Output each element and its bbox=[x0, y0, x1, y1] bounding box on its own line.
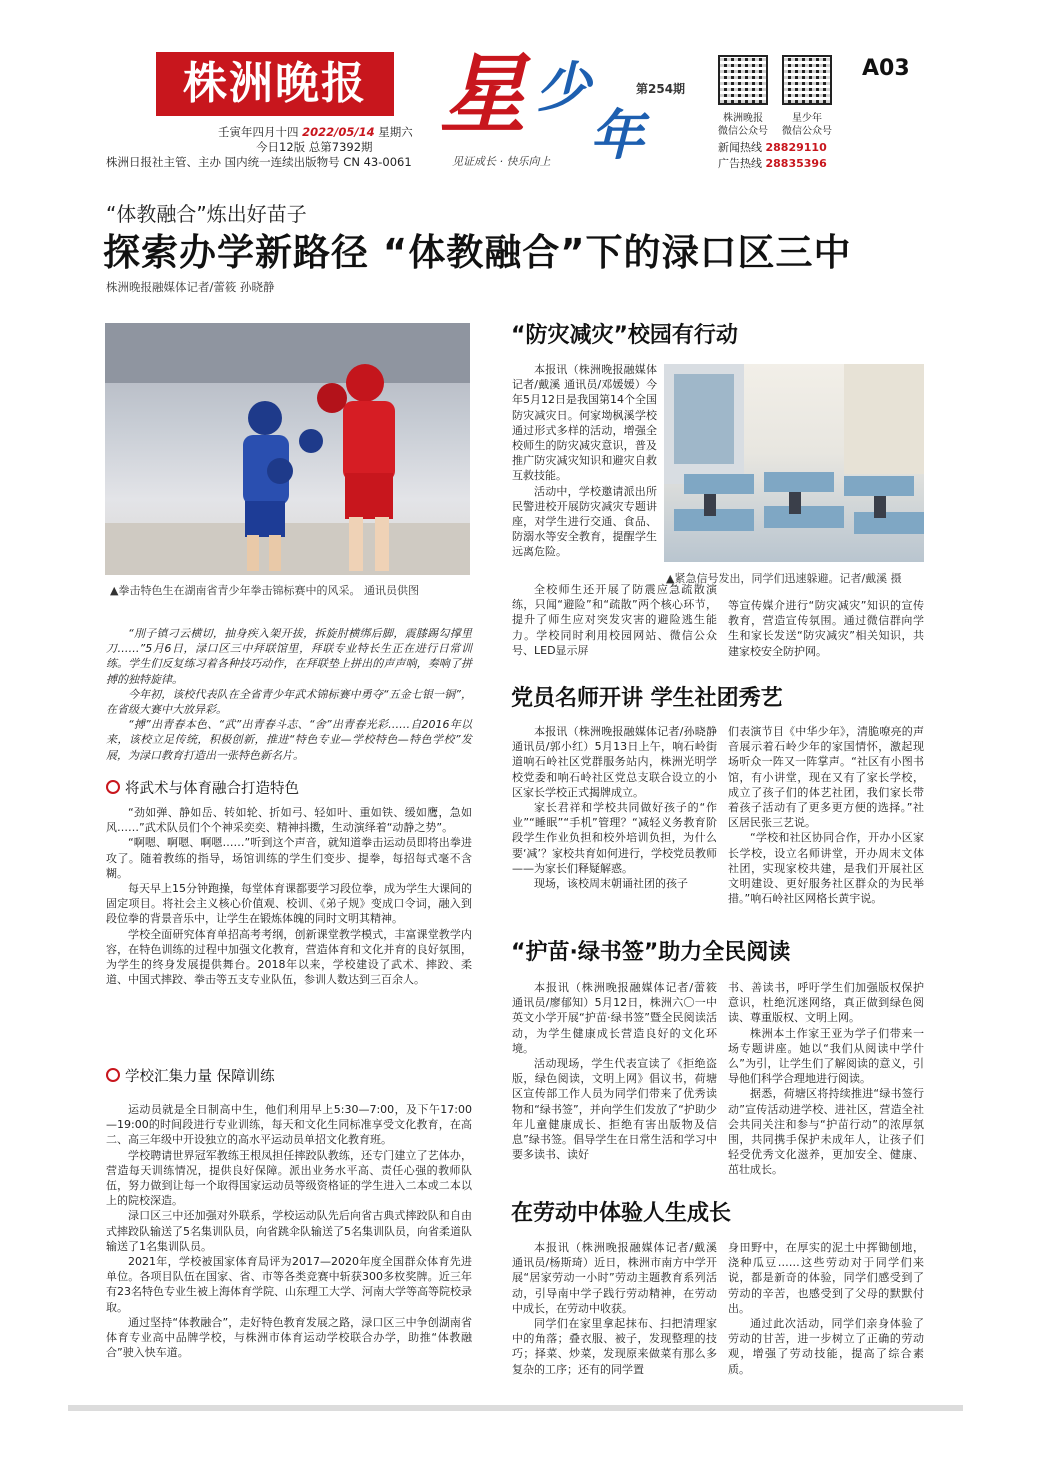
article-party-left-body bbox=[512, 724, 717, 891]
subheading-bullet-icon bbox=[106, 1068, 120, 1082]
article-party-right-body bbox=[728, 724, 924, 906]
body-paragraph: 通过此次活动，同学们亲身体验了劳动的甘苦，进一步树立了正确的劳动观，增强了劳动技能，提高了综合素质。 bbox=[728, 1317, 924, 1376]
body-paragraph: 本报讯（株洲晚报融媒体记者/蕾筱 通讯员/廖郁知）5月12日，株洲六〇一中英文小学开展“护苗·绿书签”暨全民阅读活动，为学生健康成长营造良好的文化环境。 bbox=[512, 981, 717, 1055]
body-paragraph: 同学们在家里拿起抹布、扫把清理家中的角落；叠衣服、被子，发现整理的技巧；择菜、炒菜，发现原来做菜有那么多复杂的工序；还有的同学置 bbox=[512, 1317, 717, 1376]
article-disaster-bottom-right bbox=[728, 598, 924, 659]
lunar-date: 壬寅年四月十四 bbox=[218, 125, 299, 139]
brand-slogan: 见证成长 · 快乐向上 bbox=[452, 155, 551, 168]
classroom-photo-caption: ▲紧急信号发出，同学们迅速躲避。记者/戴溪 摄 bbox=[666, 572, 902, 585]
body-paragraph: 等宣传媒介进行“防灾减灾”知识的宣传教育，营造宣传氛围。通过微信群向学生和家长发送“防灾减灾”相关知识，共建家校安全防护网。 bbox=[728, 599, 924, 658]
ad-hotline-number: 28835396 bbox=[765, 157, 827, 170]
ad-hotline bbox=[718, 156, 827, 172]
article-reading-left-body bbox=[512, 980, 717, 1162]
body-paragraph: 书、善读书，呼吁学生们加强版权保护意识，杜绝沉迷网络，真正做到绿色阅读、尊重版权、文明上网。 bbox=[728, 981, 924, 1025]
boxing-photo bbox=[105, 323, 470, 575]
qr-code-star-youth[interactable] bbox=[782, 55, 832, 105]
body-paragraph: 通过坚持“体教融合”，走好特色教育发展之路，渌口区三中争创湖南省体育专业高中品牌学校，与株洲市体育运动学校联合办学，助推“体教融合”驶入快车道。 bbox=[106, 1315, 472, 1360]
article-disaster-bottom-left bbox=[512, 582, 717, 658]
news-hotline-number: 28829110 bbox=[765, 141, 827, 154]
news-hotline bbox=[718, 140, 827, 156]
body-paragraph: 现场，该校周末朝诵社团的孩子 bbox=[534, 877, 688, 891]
page-number: A03 bbox=[862, 56, 910, 81]
issue-number: 第254期 bbox=[636, 82, 686, 96]
intro-paragraph: “刖子镇刁云横切，抽身疾入架开拔，拆旋肘横绑后脚，震膝踢勾撑里刀……”5月6日，渌口区三中拜联馆里，拜联专业特长生正在进行日常训练。学生们反复练习着各种技巧动作，在拜联垫上拼出的声声响，奏响了拼搏的独特旋律。 bbox=[106, 627, 472, 686]
publisher-line: 株洲日报社主管、主办 国内统一连续出版物号 CN 43-0061 bbox=[106, 155, 412, 169]
body-paragraph: 本报讯（株洲晚报融媒体记者/孙晓静 通讯员/郭小红）5月13日上午，响石岭街道响石岭社区党群服务站内，株洲光明学校党委和响石岭社区党总支联合设立的小区家长学校正式揭牌成立。 bbox=[512, 725, 717, 799]
body-paragraph: 据悉，荷塘区将持续推进“绿书签行动”宣传活动进学校、进社区，营造全社会共同关注和参与“护苗行动”的浓厚氛围，共同携手保护未成年人，让孩子们轻受优秀文化滋养，更加安全、健康、茁壮成长。 bbox=[728, 1087, 924, 1177]
qr2-label: 星少年 微信公众号 bbox=[782, 113, 832, 137]
body-paragraph: 活动中，学校邀请派出所民警进校开展防灾减灾专题讲座，对学生进行交通、食品、防溺水等安全教育，提醒学生远离危险。 bbox=[512, 484, 657, 559]
body-paragraph: “学校和社区协同合作，开办小区家长学校，设立名师讲堂，开办周末文体社团，实现家校共建，是我们开展社区文明建设、更好服务社区群众的为民举措。”响石岭社区网格长黄宇说。 bbox=[728, 831, 924, 906]
subheading-bullet-icon bbox=[106, 780, 120, 794]
body-paragraph: 株洲本土作家王亚为学子们带来一场专题讲座。她以“我们从阅读中学什么”为引，让学生们了解阅读的意义，引导他们科学合理地进行阅读。 bbox=[728, 1026, 924, 1086]
brand-char-star: 星 bbox=[440, 45, 526, 145]
article-labor-left-body bbox=[512, 1240, 717, 1377]
body-paragraph: “劲如弹、静如岳、转如轮、折如弓、轻如叶、重如铁、缓如鹰，急如风……”武术队员们个个神采奕奕、精神抖擞，生动演绎着“动静之势”。 bbox=[106, 806, 472, 835]
intro-paragraph: “搏”出青春本色、“武”出青春斗志、“舍”出青春光彩……自2016年以来，该校立足传统，积极创新，推进“特色专业—学校特色—特色学校”发展，为渌口教育打造出一张特色新名片。 bbox=[106, 718, 472, 762]
lead-section1-body bbox=[106, 805, 472, 987]
body-paragraph: 本报讯（株洲晚报融媒体记者/戴溪 通讯员/杨斯琦）近日，株洲市南方中学开展“居家劳动一小时”劳动主题教育系列活动，引导南中学子践行劳动精神，在劳动中成长，在劳动中收获。 bbox=[512, 1241, 717, 1315]
article-party-title: 党员名师开讲 学生社团秀艺 bbox=[511, 686, 783, 711]
lead-headline: 探索办学新路径 “体教融合”下的渌口区三中 bbox=[103, 231, 852, 274]
subheading-training bbox=[106, 1065, 275, 1086]
subheading-wushu bbox=[106, 777, 299, 798]
article-disaster-title: “防灾减灾”校园有行动 bbox=[511, 323, 738, 348]
body-paragraph: 渌口区三中还加强对外联系，学校运动队先后向省古典式摔跤队和自由式摔跤队输送了5名集训队员，向省跳伞队输送了5名集训队员，向省柔道队输送了1名集训队员。 bbox=[106, 1209, 472, 1253]
article-reading-title: “护苗·绿书签”助力全民阅读 bbox=[511, 940, 791, 965]
body-paragraph: 学校聘请世界冠军教练王根凤担任摔跤队教练，还专门建立了艺体办，营造每天训练情况，提供良好保障。派出业务水平高、责任心强的教师队伍，努力做到让每一个取得国家运动员等级资格证的学生进入二本或二本以上的院校深造。 bbox=[106, 1148, 472, 1208]
weekday: 星期六 bbox=[378, 125, 413, 139]
body-paragraph: “啊嗯、啊嗯、啊嗯……”听到这个声音，就知道拳击运动员即将出拳进攻了。随着教练的指导，场馆训练的学生们变步、提拳，每招每式毫不含糊。 bbox=[106, 836, 472, 880]
page-footer-divider bbox=[68, 1405, 963, 1411]
date-line bbox=[218, 124, 413, 140]
subheading-text: 将武术与体育融合打造特色 bbox=[125, 781, 299, 797]
body-paragraph: 身田野中，在厚实的泥土中挥锄刨地，浇种瓜豆……这些劳动对于同学们来说，都是新奇的体验，同学们感受到了劳动的辛苦，也感受到了父母的默默付出。 bbox=[728, 1241, 924, 1315]
body-paragraph: 学校全面研究体育单招高考考纲，创新课堂教学模式，丰富课堂教学内容，在特色训练的过程中加强文化教育，营造体育和文化并育的良好氛围，为学生的终身发展提供舞台。2018年以来，学校建设了武术、摔跤、柔道、中国式摔跤、拳击等五支专业队伍，参训人数达到三百余人。 bbox=[106, 927, 472, 987]
lead-kicker: “体教融合”炼出好苗子 bbox=[106, 202, 307, 226]
body-paragraph: 全校师生还开展了防震应急疏散演练，只闻“避险”和“疏散”两个核心环节，提升了师生应对突发灾害的避险逃生能力。学校同时利用校园网站、微信公众号、LED显示屏 bbox=[512, 583, 717, 657]
body-paragraph: 每天早上15分钟跑操，每堂体育课都要学习段位拳，成为学生大课间的固定项目。将社会主义核心价值观、校训、《弟子规》变成口令词，融入到段位拳的背景音乐中，让学生在锻炼体魄的同时文明其精神。 bbox=[106, 882, 472, 926]
body-paragraph: 2021年，学校被国家体育局评为2017—2020年度全国群众体育先进单位。各项目队伍在国家、省、市等各类竞赛中斩获300多枚奖牌。近三年有23名特色专业生被上海体育学院、山东理工大学、河南大学等高等院校录取。 bbox=[106, 1255, 472, 1314]
article-reading-right-body bbox=[728, 980, 924, 1178]
issue-date: 2022/05/14 bbox=[302, 125, 375, 139]
brand-char-shao: 少 bbox=[536, 56, 590, 119]
body-paragraph: 家长君祥和学校共同做好孩子的“作业”“睡眠”“手机”管理？“减轻义务教育阶段学生作业负担和校外培训负担，为什么要‘减’？家校共育如何进行，学校党员教师——为家长们释疑解惑。 bbox=[512, 801, 717, 875]
body-paragraph: 活动现场，学生代表宣读了《拒绝盗版，绿色阅读，文明上网》倡议书，荷塘区宣传部工作人员为同学们带来了优秀读物和“绿书签”，并向学生们发放了“护助少年儿童健康成长、拒绝有害出版物及信息”绿书签。倡导学生在日常生活和学习中要多读书、读好 bbox=[512, 1057, 717, 1162]
lead-section2-body bbox=[106, 1102, 472, 1360]
lead-byline: 株洲晚报融媒体记者/蕾筱 孙晓静 bbox=[106, 280, 275, 294]
brand-char-nian: 年 bbox=[590, 104, 644, 167]
classroom-drill-photo bbox=[664, 364, 924, 562]
edition-line: 今日12版 总第7392期 bbox=[256, 140, 373, 154]
ad-hotline-label: 广告热线 bbox=[718, 157, 762, 170]
subheading-text: 学校汇集力量 保障训练 bbox=[125, 1069, 275, 1085]
newspaper-masthead: 株洲晚报 bbox=[156, 52, 394, 116]
news-hotline-label: 新闻热线 bbox=[718, 141, 762, 154]
lead-intro bbox=[106, 626, 472, 763]
qr1-label: 株洲晚报 微信公众号 bbox=[718, 113, 768, 137]
body-paragraph: 们表演节目《中华少年》，清脆嘹亮的声音展示着石岭少年的家国情怀，激起现场听众一阵又一阵掌声。“社区有小图书馆，有小讲堂，现在又有了家长学校，成立了孩子们的体艺社团，我们家长带着孩子活动有了更多更方便的选择。”社区居民张三艺说。 bbox=[728, 725, 924, 830]
qr-code-zhuzhou-evening[interactable] bbox=[718, 55, 768, 105]
article-labor-right-body bbox=[728, 1240, 924, 1377]
boxing-photo-caption: ▲拳击特色生在湖南省青少年拳击锦标赛中的风采。 通讯员供图 bbox=[110, 584, 419, 597]
body-paragraph: 本报讯（株洲晚报融媒体记者/戴溪 通讯员/邓媛媛）今年5月12日是我国第14个全国防灾减灾日。何家坳枫溪学校通过形式多样的活动，增强全校师生的防灾减灾意识，普及推广防灾减灾知识和避灾自救互救技能。 bbox=[512, 363, 657, 483]
intro-paragraph: 今年初，该校代表队在全省青少年武术锦标赛中勇夺“五金七银一铜”，在省级大赛中大放异彩。 bbox=[106, 687, 472, 717]
article-labor-title: 在劳动中体验人生成长 bbox=[511, 1201, 732, 1226]
article-disaster-left-body bbox=[512, 362, 657, 560]
body-paragraph: 运动员就是全日制高中生，他们利用早上5:30—7:00，及下午17:00—19:00的时间段进行专业训练，每天和文化生同标准享受文化教育，在高二、高三年级中开设独立的高水平运动员单招文化教育班。 bbox=[106, 1103, 472, 1147]
